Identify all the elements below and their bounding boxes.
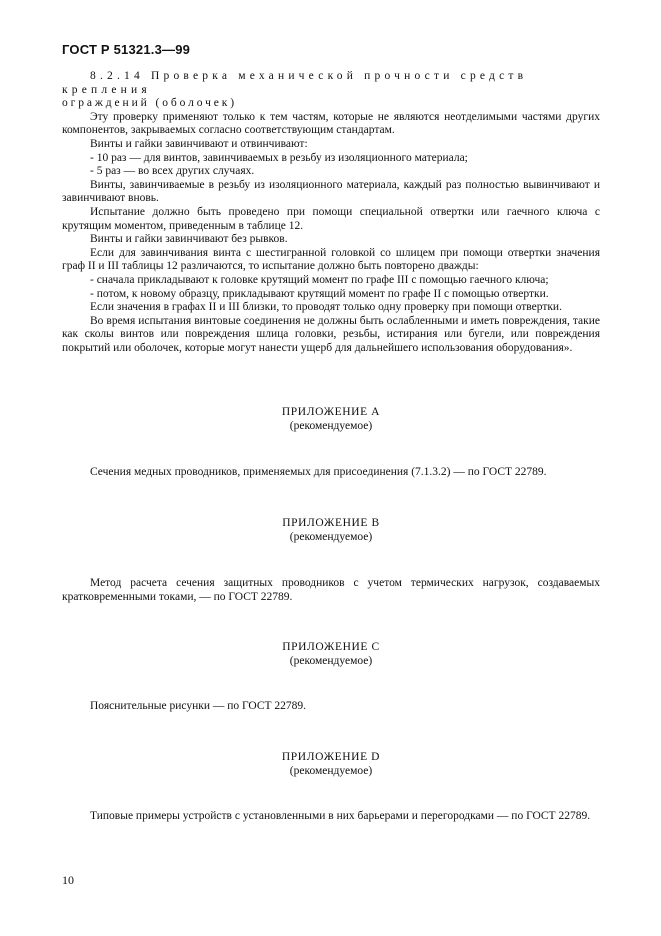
list-item-1: - 10 раз — для винтов, завинчиваемых в резьбу из изоляционного материала; [90,151,468,164]
paragraph-2: Винты и гайки завинчивают и отвинчивают: [90,137,308,150]
section-heading [62,70,600,97]
appendix-b-note: (рекомендуемое) [289,530,373,543]
appendix-d-note: (рекомендуемое) [289,764,373,777]
appendix-d-title: ПРИЛОЖЕНИЕ D [281,751,381,763]
paragraph-3: Винты, завинчиваемые в резьбу из изоляционного материала, каждый раз полностью вывинчивают и завинчивают вновь. [62,178,600,205]
appendix-b-heading [62,517,600,544]
section-number: 8.2.14 [90,70,144,82]
appendix-a-heading [62,406,600,433]
section-8-2-14 [62,70,600,355]
list-item-4: - потом, к новому образцу, прикладывают крутящий момент по графе II с помощью отвертки. [90,287,549,300]
appendix-d-heading [62,751,600,778]
paragraph-5: Винты и гайки завинчивают без рывков. [90,233,288,246]
appendix-a-text: Сечения медных проводников, применяемых для присоединения (7.1.3.2) — по ГОСТ 22789. [90,466,547,478]
appendix-b-title: ПРИЛОЖЕНИЕ В [282,517,380,529]
section-title-line2: ограждений (оболочек) [62,97,237,110]
appendix-c-heading [62,641,600,668]
appendix-c-text: Пояснительные рисунки — по ГОСТ 22789. [90,700,307,712]
paragraph-8: Во время испытания винтовые соединения не должны быть ослабленными и иметь повреждения, такие как сколы винтов или повреждения шлица головки, резьбы, истирания или бугели, или повреждения покрытий или оболочек, которые могут нанести ущерб для дальнейшего использования оборудования». [62,314,600,354]
paragraph-6: Если для завинчивания винта с шестигранной головкой со шлицем при помощи отвертки значения граф II и III таблицы 12 различаются, то испытание должно быть повторено дважды: [62,246,600,273]
appendix-d-text: Типовые примеры устройств с установленными в них барьерами и перегородками — по ГОСТ 22789. [90,810,591,822]
page-number: 10 [62,873,74,887]
paragraph-4: Испытание должно быть проведено при помощи специальной отвертки или гаечного ключа с крутящим моментом, приведенным в таблице 12. [62,205,600,232]
section-title-line1: Проверка механической прочности средств крепления [62,70,528,96]
list-item-3: - сначала прикладывают к головке крутящий момент по графе III с помощью гаечного ключа; [90,273,549,286]
appendix-a-note: (рекомендуемое) [289,419,373,432]
paragraph-7: Если значения в графах II и III близки, то проводят только одну проверку при помощи отвертки. [90,301,562,314]
appendix-c-title: ПРИЛОЖЕНИЕ С [282,641,380,653]
appendix-b-text: Метод расчета сечения защитных проводников с учетом термических нагрузок, создаваемых кратковременными токами, — по ГОСТ 22789. [62,577,600,603]
appendix-c-note: (рекомендуемое) [289,654,373,667]
list-item-2: - 5 раз — во всех других случаях. [90,165,255,178]
paragraph-1: Эту проверку применяют только к тем частям, которые не являются неотделимыми частями других компонентов, закрываемых согласно соответствующим стандартам. [62,110,600,137]
document-header: ГОСТ Р 51321.3—99 [62,42,191,57]
appendix-a-title: ПРИЛОЖЕНИЕ А [281,406,381,418]
